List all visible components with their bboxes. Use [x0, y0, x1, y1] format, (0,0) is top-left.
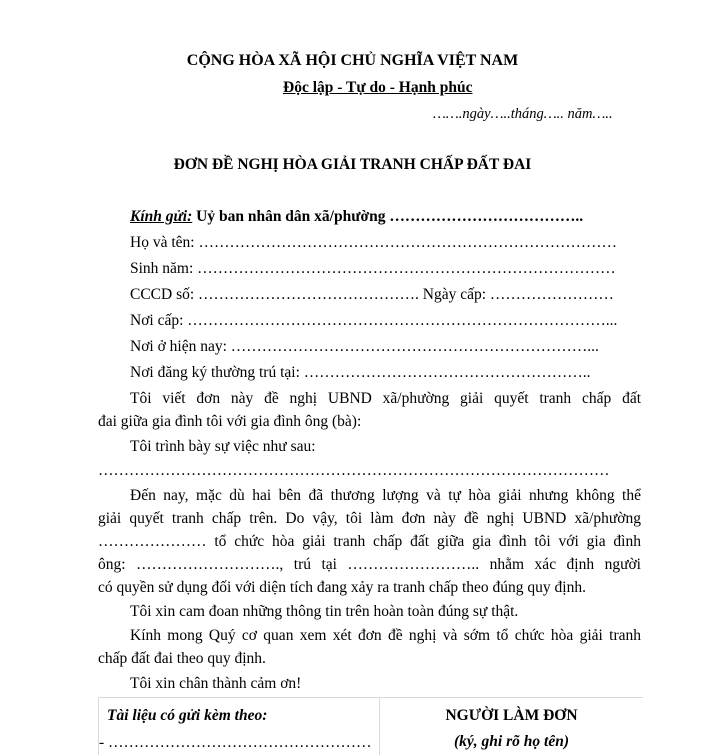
- paragraph-appeal-line-1: Kính mong Quý cơ quan xem xét đơn đề nghị và sớm tổ chức hòa giải tranh: [130, 627, 641, 644]
- paragraph-request-line-1: Tôi viết đơn này đề nghị UBND xã/phường giải quyết tranh chấp đất: [130, 390, 641, 407]
- name-field: Họ và tên: ………………………………………………………………………: [130, 234, 617, 251]
- paragraph-facts-dots: ………………………………………………………………………………………: [98, 462, 610, 479]
- signer-cell: [380, 698, 643, 755]
- paragraph-conclusion-line-4: ông: ………………………., trú tại …………………….. nhằm xác định người: [98, 556, 641, 573]
- attachments-cell: [99, 698, 380, 755]
- paragraph-facts: Tôi trình bày sự việc như sau:: [130, 438, 316, 455]
- attachments-label: Tài liệu có gửi kèm theo:: [107, 707, 268, 724]
- signer-note: (ký, ghi rõ họ tên): [454, 733, 569, 750]
- birth-year-field: Sinh năm: ………………………………………………………………………: [130, 260, 616, 277]
- paragraph-thanks: Tôi xin chân thành cảm ơn!: [130, 675, 302, 692]
- document-title: ĐƠN ĐỀ NGHỊ HÒA GIẢI TRANH CHẤP ĐẤT ĐAI: [173, 156, 532, 173]
- paragraph-request-line-2: đai giữa gia đình tôi với gia đình ông (bà):: [98, 413, 362, 430]
- permanent-residence-field: Nơi đăng ký thường trú tại: ………………………………………………..: [130, 364, 591, 381]
- paragraph-conclusion-line-5: có quyền sử dụng đối với diện tích đang xảy ra tranh chấp theo đúng quy định.: [98, 579, 586, 596]
- paragraph-commitment: Tôi xin cam đoan những thông tin trên hoàn toàn đúng sự thật.: [130, 603, 519, 620]
- paragraph-conclusion-line-3: ………………… tổ chức hòa giải tranh chấp đất giữa gia đình tôi với gia đình: [98, 533, 641, 550]
- id-number-field: CCCD số: ……………………………………. Ngày cấp: ……………………: [130, 286, 614, 303]
- issue-place-field: Nơi cấp: ………………………………………………………………………...: [130, 312, 618, 329]
- recipient-line: [130, 208, 583, 226]
- country-name: CỘNG HÒA XÃ HỘI CHỦ NGHĨA VIỆT NAM: [186, 52, 519, 69]
- attachment-line: - ……………………………………………: [99, 734, 372, 751]
- current-residence-field: Nơi ở hiện nay: ……………………………………………………………...: [130, 338, 599, 355]
- paragraph-conclusion-line-2: giải quyết tranh chấp trên. Do vậy, tôi làm đơn này đề nghị UBND xã/phường: [98, 510, 641, 527]
- paragraph-conclusion-line-1: Đến nay, mặc dù hai bên đã thương lượng và tự hòa giải nhưng không thể: [130, 487, 641, 504]
- date-line: …….ngày…..tháng….. năm…..: [433, 106, 613, 122]
- motto: Độc lập - Tự do - Hạnh phúc: [283, 79, 473, 96]
- recipient-value: Uỷ ban nhân dân xã/phường ………………………………..: [192, 208, 584, 225]
- recipient-label: Kính gửi:: [130, 208, 193, 225]
- signer-title: NGƯỜI LÀM ĐƠN: [445, 707, 578, 724]
- signature-table: [98, 697, 643, 755]
- paragraph-appeal-line-2: chấp đất đai theo quy định.: [98, 650, 266, 667]
